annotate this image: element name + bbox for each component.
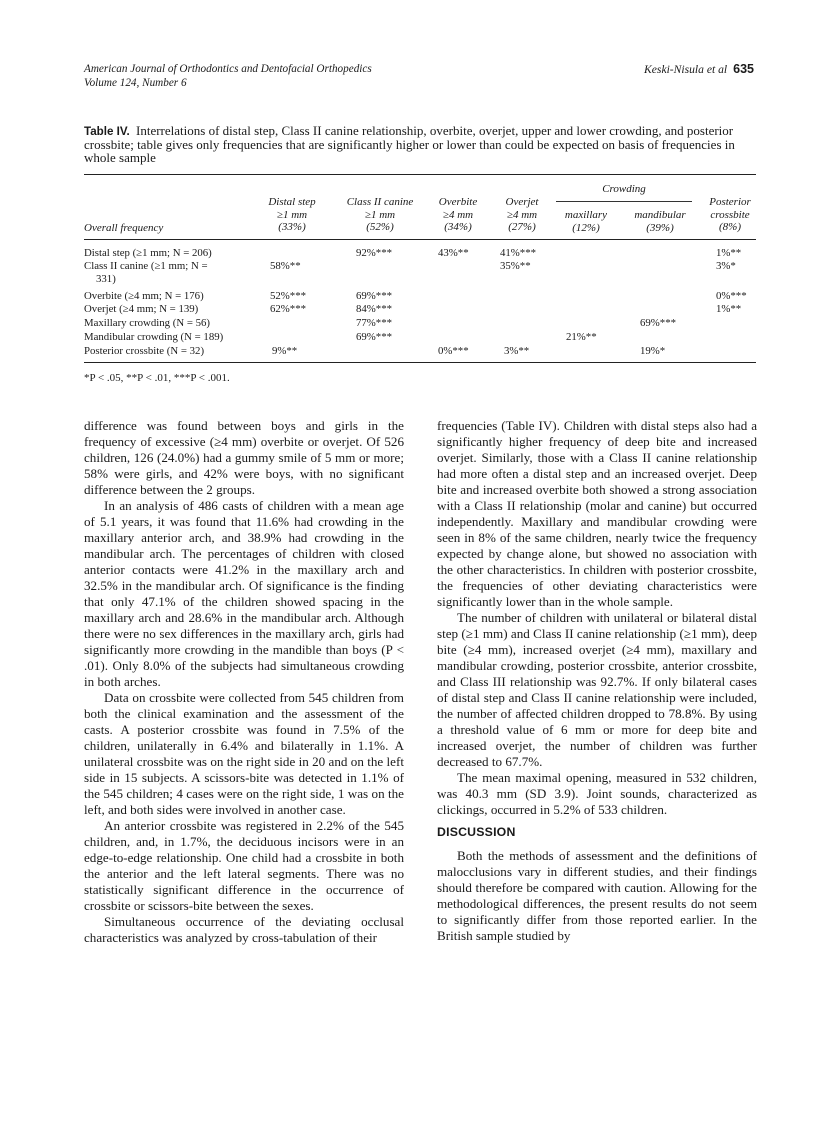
col-header-line: Class II canine	[346, 196, 414, 208]
table-cell: 77%***	[356, 317, 392, 329]
table-cell: 1%**	[716, 303, 742, 315]
table-cell: 9%**	[272, 345, 298, 357]
table-top-rule	[84, 174, 756, 175]
table-caption	[84, 124, 756, 165]
table-row-label: Maxillary crowding (N = 56)	[84, 317, 211, 329]
table-cell: 84%***	[356, 303, 392, 315]
table-cell: 62%***	[270, 303, 306, 315]
running-authors: Keski-Nisula et al	[644, 63, 728, 76]
journal-volume: Volume 124, Number 6	[84, 77, 187, 89]
table-cell: 43%**	[438, 247, 469, 259]
paragraph: An anterior crossbite was registered in 2.2% of the 545 children, and, in 1.7%, the deciduous incisors were in an edge-to-edge relationship. One child had a crossbite in both the anterior and the left lateral segments. There was no statistically significant difference in the occurrence of crossbite or scissors-bite between the sexes.	[84, 818, 404, 913]
col-header-distal-step	[250, 196, 334, 234]
col-header-posterior-crossbite	[700, 196, 760, 234]
col-header-line: (8%)	[719, 221, 741, 234]
col-header-line: Distal step	[268, 196, 316, 208]
table-row-label: Overbite (≥4 mm; N = 176)	[84, 290, 204, 302]
table-cell: 21%**	[566, 331, 597, 343]
col-header-maxillary	[555, 209, 617, 234]
table-cell: 19%*	[640, 345, 666, 357]
stub-header: Overall frequency	[84, 222, 164, 234]
table-row-label: Distal step (≥1 mm; N = 206)	[84, 247, 212, 259]
paragraph: The number of children with unilateral or bilateral distal step (≥1 mm) and Class II canine relationship (≥1 mm), deep bite (≥4 mm), increased overjet (≥4 mm), maxillary and mandibular crowding, posterior crossbite, anterior crossbite, and Class III relationship was 92.7%. If only bilateral cases of distal step and Class II canine relationship were included, the number of affected children dropped to 78.8%. By using a threshold value of 6 mm or more for deep bite and increased overjet, the number of children was further decreased to 67.7%.	[437, 610, 757, 769]
table-header-rule	[84, 239, 756, 240]
table-row-label: Mandibular crowding (N = 189)	[84, 331, 224, 343]
body-column-right	[437, 418, 757, 944]
col-header-line: Overjet	[505, 196, 539, 208]
table-caption-text: Interrelations of distal step, Class II canine relationship, overbite, overjet, upper and lower crowding, and posterior crossbite; table gives only frequencies that are significantly higher or lower than could be expected on basis of frequencies in whole sample	[84, 123, 735, 166]
table-footnote: *P < .05, **P < .01, ***P < .001.	[84, 372, 230, 384]
col-header-line: crossbite	[710, 208, 750, 221]
crowding-group-rule	[556, 201, 692, 202]
table-label: Table IV.	[84, 125, 130, 138]
paragraph: frequencies (Table IV). Children with distal steps also had a significantly higher frequency of deep bite and increased overjet. Similarly, those with a Class II canine relationship had more often a distal step and an increased overjet. Deep bite and increased overbite both showed a strong association with a Class II relationship (molar and canine) but occurred independently. Maxillary and mandibular crowding were seen in 8% of the same children, nearly twice the frequency expected by change alone, but showed no association with the other characteristics. In children with posterior crossbite, the frequencies of other deviating characteristics were significantly lower than in the whole sample.	[437, 418, 757, 609]
running-header-page	[644, 62, 754, 77]
table-row-label-cont: 331)	[96, 273, 116, 285]
section-heading-discussion: DISCUSSION	[437, 825, 516, 839]
table-cell: 0%***	[716, 290, 747, 302]
paragraph: In an analysis of 486 casts of children with a mean age of 5.1 years, it was found that 11.6% had crowding in the maxillary anterior arch, and 38.9% had crowding in the mandibular arch. The percentages of children with closed anterior contacts were 41.2% in the maxillary arch and 32.5% in the mandibular arch. Of significance is the finding that only 47.1% of the children showed spacing in the maxillary arch and 28.6% in the mandibular arch. Although there were no sex differences in the maxillary arch, girls had significantly more crowding in the mandible than boys (P < .01). Only 8.0% of the subjects had simultaneous crowding in both arches.	[84, 498, 404, 689]
table-cell: 69%***	[356, 290, 392, 302]
journal-title: American Journal of Orthodontics and Dentofacial Orthopedics	[84, 63, 372, 75]
col-header-line: maxillary	[564, 209, 608, 221]
paragraph: The mean maximal opening, measured in 532 children, was 40.3 mm (SD 3.9). Joint sounds, characterized as clickings, occurred in 5.2% of 533 children.	[437, 770, 757, 817]
paragraph: Simultaneous occurrence of the deviating occlusal characteristics was analyzed by cross-tabulation of their	[84, 914, 404, 945]
body-column-left	[84, 418, 404, 946]
page-number: 635	[733, 62, 754, 76]
col-header-mandibular	[624, 209, 696, 234]
col-header-line: ≥1 mm	[276, 208, 308, 221]
table-cell: 35%**	[500, 260, 531, 272]
col-header-line: (52%)	[366, 221, 394, 234]
col-header-line: ≥4 mm	[442, 208, 474, 221]
table-row-label: Overjet (≥4 mm; N = 139)	[84, 303, 199, 315]
col-header-line: (33%)	[278, 221, 306, 234]
running-header-journal	[84, 62, 372, 90]
table-cell: 41%***	[500, 247, 536, 259]
table-cell: 3%*	[716, 260, 736, 272]
table-cell: 0%***	[438, 345, 469, 357]
col-header-overbite	[428, 196, 488, 234]
col-header-overjet	[492, 196, 552, 234]
col-header-line: mandibular	[634, 209, 686, 221]
table-row-label: Posterior crossbite (N = 32)	[84, 345, 205, 357]
col-header-line: ≥4 mm	[506, 208, 538, 221]
table-cell: 3%**	[504, 345, 530, 357]
col-header-line: (27%)	[508, 221, 536, 234]
table-cell: 92%***	[356, 247, 392, 259]
col-header-line: ≥1 mm	[364, 208, 396, 221]
table-cell: 69%***	[640, 317, 676, 329]
col-header-line: (39%)	[646, 221, 674, 234]
table-row-label: Class II canine (≥1 mm; N =	[84, 260, 208, 272]
col-header-line: (12%)	[572, 221, 600, 234]
paragraph: Both the methods of assessment and the definitions of malocclusions vary in different studies, and their findings should therefore be compared with caution. Allowing for the methodological differences, the present results do not seem to significantly differ from those reported earlier. In the British sample studied by	[437, 848, 757, 943]
table-cell: 58%**	[270, 260, 301, 272]
table-cell: 69%***	[356, 331, 392, 343]
col-header-line: Posterior	[709, 196, 751, 208]
paragraph: Data on crossbite were collected from 545 children from both the clinical examination and the assessment of the casts. A posterior crossbite was found in 7.5% of the children, unilaterally in 6.4% and bilaterally in 1.1%. A unilateral crossbite was on the right side in 20 and on the left side in 15 subjects. A scissors-bite was detected in 1.1% of the 545 children; 4 cases were on the right side, 1 was on the left, and both sides were involved in another case.	[84, 690, 404, 817]
col-header-line: (34%)	[444, 221, 472, 234]
table-bottom-rule	[84, 362, 756, 363]
col-header-line: Overbite	[438, 196, 478, 208]
table-cell: 52%***	[270, 290, 306, 302]
paragraph: difference was found between boys and girls in the frequency of excessive (≥4 mm) overbite or overjet. Of 526 children, 126 (24.0%) had a gummy smile of 5 mm or more; 58% were girls, and 42% were boys, with no significant difference between the 2 groups.	[84, 418, 404, 497]
table-cell: 1%**	[716, 247, 742, 259]
col-header-class2-canine	[332, 196, 428, 234]
crowding-group-label: Crowding	[602, 183, 646, 195]
